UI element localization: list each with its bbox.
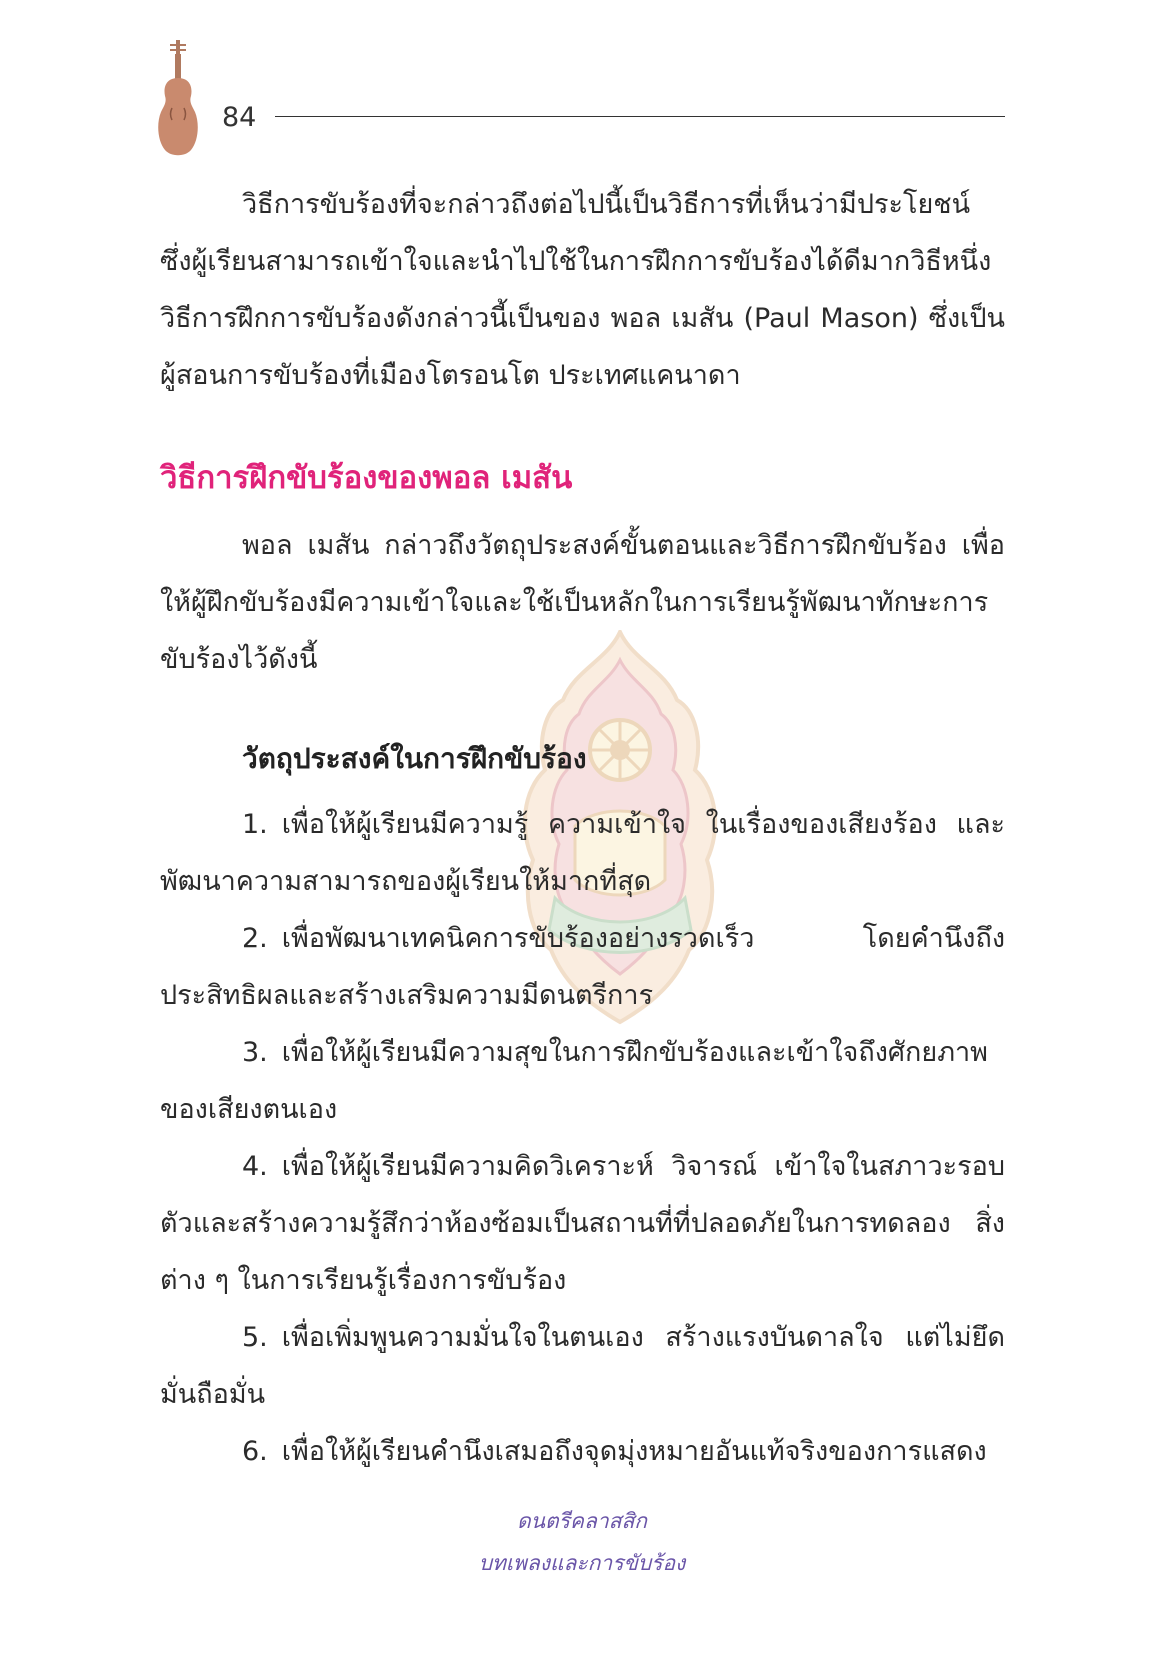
- footer-book-title: ดนตรีคลาสสิก: [517, 1509, 647, 1533]
- item-number: 6.: [242, 1436, 268, 1467]
- item-text: เพื่อให้ผู้เรียนมีความรู้ ความเข้าใจ ในเรื่องของเสียงร้อง และพัฒนาความสามารถของผู้เรียนให้มากที่สุด: [160, 809, 1005, 897]
- list-item: [160, 1423, 1005, 1480]
- item-number: 4.: [242, 1151, 268, 1182]
- list-item: [160, 1138, 1005, 1309]
- page-footer: [0, 1500, 1164, 1584]
- list-item: [160, 1024, 1005, 1138]
- item-text: เพื่อให้ผู้เรียนคำนึงเสมอถึงจุดมุ่งหมายอันแท้จริงของการแสดง: [281, 1436, 987, 1467]
- section-heading: วิธีการฝึกขับร้องของพอล เมสัน: [160, 460, 573, 496]
- item-number: 1.: [242, 809, 268, 840]
- list-item: [160, 910, 1005, 1024]
- page-number: 84: [222, 102, 257, 133]
- page-header: [0, 0, 1164, 170]
- item-text: เพื่อพัฒนาเทคนิคการขับร้องอย่างรวดเร็ว โดยคำนึงถึงประสิทธิผลและสร้างเสริมความมีดนตรีการ: [160, 923, 1005, 1011]
- footer-book-subtitle: บทเพลงและการขับร้อง: [478, 1551, 686, 1575]
- item-number: 3.: [242, 1037, 268, 1068]
- list-item: [160, 796, 1005, 910]
- item-text: เพื่อให้ผู้เรียนมีความคิดวิเคราะห์ วิจารณ์ เข้าใจในสภาวะรอบตัวและสร้างความรู้สึกว่าห้องซ้อมเป็นสถานที่ที่ปลอดภัยในการทดลอง สิ่งต่าง ๆ ในการเรียนรู้เรื่องการขับร้อง: [160, 1151, 1005, 1296]
- header-divider: [275, 116, 1005, 117]
- intro-paragraph: วิธีการขับร้องที่จะกล่าวถึงต่อไปนี้เป็นวิธีการที่เห็นว่ามีประโยชน์ ซึ่งผู้เรียนสามารถเข้าใจและนำไปใช้ในการฝึกการขับร้องได้ดีมากวิธีหนึ่ง วิธีการฝึกการขับร้องดังกล่าวนี้เป็นของ พอล เมสัน (Paul Mason) ซึ่งเป็นผู้สอนการขับร้องที่เมืองโตรอนโต ประเทศแคนาดา: [160, 189, 1005, 391]
- item-text: เพื่อเพิ่มพูนความมั่นใจในตนเอง สร้างแรงบันดาลใจ แต่ไม่ยึดมั่นถือมั่น: [160, 1322, 1005, 1410]
- objectives-heading: วัตถุประสงค์ในการฝึกขับร้อง: [242, 742, 587, 775]
- section-paragraph: พอล เมสัน กล่าวถึงวัตถุประสงค์ขั้นตอนและวิธีการฝึกขับร้อง เพื่อให้ผู้ฝึกขับร้องมีความเข้าใจและใช้เป็นหลักในการเรียนรู้พัฒนาทักษะการขับร้องไว้ดังนี้: [160, 530, 1005, 675]
- intro-section: [160, 176, 1005, 404]
- violin-icon: [155, 38, 201, 160]
- objectives-list: [160, 796, 1005, 1480]
- section-body: [160, 517, 1005, 688]
- item-number: 2.: [242, 923, 268, 954]
- list-item: [160, 1309, 1005, 1423]
- item-number: 5.: [242, 1322, 268, 1353]
- item-text: เพื่อให้ผู้เรียนมีความสุขในการฝึกขับร้องและเข้าใจถึงศักยภาพของเสียงตนเอง: [160, 1037, 988, 1125]
